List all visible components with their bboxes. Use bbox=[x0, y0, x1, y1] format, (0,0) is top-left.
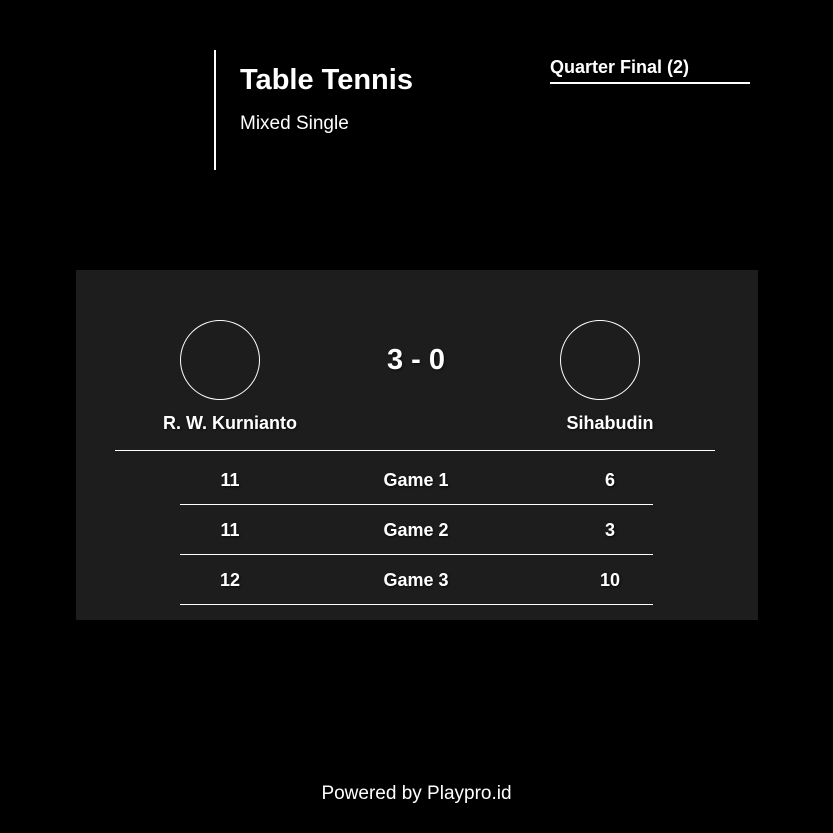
game-right-score: 6 bbox=[604, 470, 615, 490]
match-score: 3 - 0 bbox=[386, 344, 446, 376]
sport-title: Table Tennis bbox=[240, 64, 413, 96]
player-left-name: R. W. Kurnianto bbox=[163, 413, 297, 433]
game-label: Game 3 bbox=[383, 570, 449, 590]
player-right-avatar bbox=[560, 320, 640, 400]
game-row bbox=[180, 505, 653, 555]
round-label: Quarter Final (2) bbox=[550, 56, 750, 84]
game-left-score: 11 bbox=[220, 520, 240, 540]
game-label: Game 2 bbox=[383, 520, 449, 540]
game-label: Game 1 bbox=[383, 470, 449, 490]
game-row bbox=[180, 555, 653, 605]
game-right-score: 10 bbox=[599, 570, 621, 590]
game-right-score: 3 bbox=[604, 520, 615, 540]
game-left-score: 12 bbox=[219, 570, 241, 590]
header-divider-line bbox=[214, 50, 216, 170]
game-row bbox=[180, 455, 653, 505]
match-card bbox=[76, 270, 758, 620]
players-divider bbox=[115, 450, 715, 451]
player-right-name: Sihabudin bbox=[566, 413, 654, 433]
games-table bbox=[180, 455, 653, 605]
player-left-avatar bbox=[180, 320, 260, 400]
powered-by-footer: Powered by Playpro.id bbox=[321, 783, 512, 804]
game-left-score: 11 bbox=[220, 470, 240, 490]
category-label: Mixed Single bbox=[240, 113, 349, 134]
